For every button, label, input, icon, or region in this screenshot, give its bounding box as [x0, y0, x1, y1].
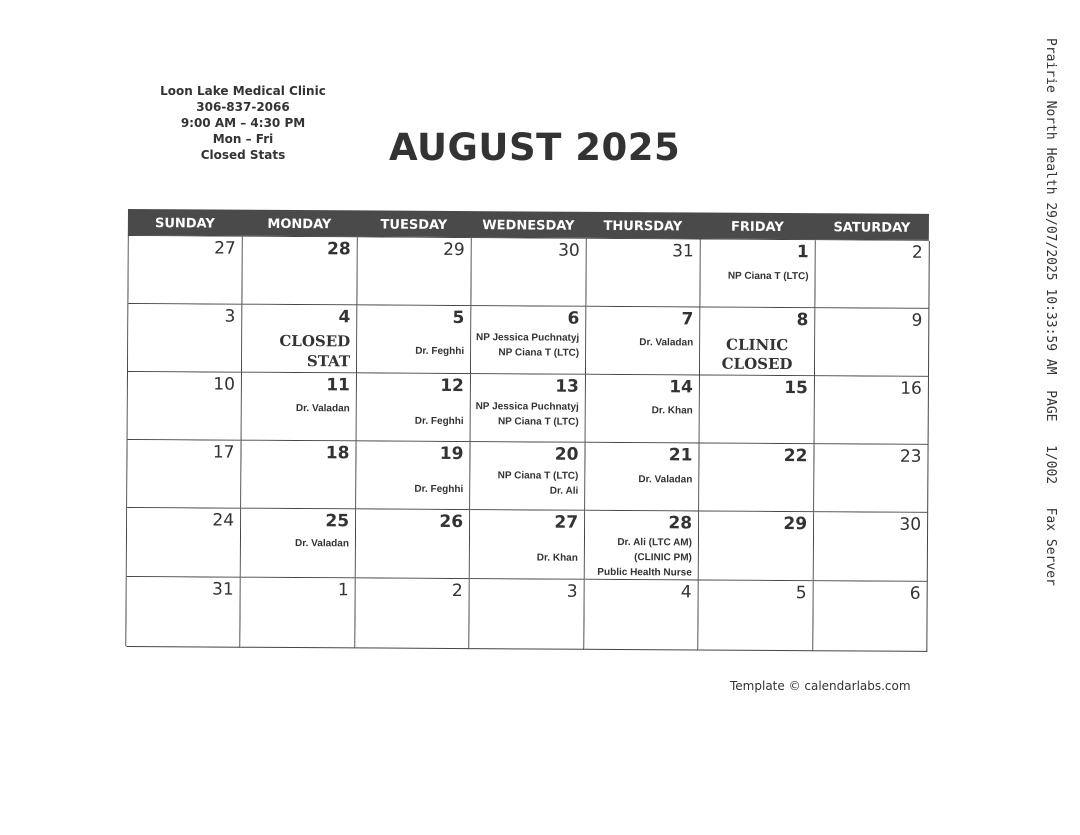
day-cell — [471, 306, 586, 375]
fax-header: Prairie North Health 29/07/2025 10:33:59 AM PAGE 1/002 Fax Server — [1043, 38, 1058, 586]
day-number: 11 — [326, 375, 350, 396]
day-cell — [815, 376, 929, 445]
day-number: 23 — [899, 446, 922, 467]
day-cell — [241, 509, 356, 579]
day-cell — [128, 236, 242, 305]
schedule-note: Dr. Khan — [536, 552, 578, 564]
schedule-note: NP Ciana T (LTC) — [497, 416, 579, 428]
weekday-monday: MONDAY — [267, 216, 332, 233]
day-number: 10 — [213, 374, 235, 395]
day-cell — [815, 240, 929, 309]
day-number: 27 — [554, 512, 579, 533]
day-cell — [585, 443, 699, 512]
day-cell — [471, 238, 586, 307]
day-cell — [586, 375, 700, 444]
clinic-closed-note: CLINIC — [726, 335, 789, 355]
clinic-closed-note: CLOSED — [721, 354, 793, 374]
day-number: 28 — [668, 513, 693, 534]
day-number: 16 — [900, 378, 922, 399]
day-number: 29 — [783, 514, 808, 535]
template-credit: Template © calendarlabs.com — [730, 679, 911, 693]
schedule-note: Dr. Valadan — [638, 474, 693, 486]
day-cell — [813, 581, 927, 652]
day-number: 14 — [669, 377, 693, 398]
day-number: 29 — [443, 239, 465, 261]
day-number: 9 — [911, 310, 923, 331]
day-number: 2 — [451, 580, 463, 602]
day-number: 30 — [899, 514, 922, 535]
schedule-note: Dr. Ali — [549, 485, 579, 497]
schedule-note: NP Jessica Puchnatyj — [475, 401, 579, 413]
day-number: 1 — [337, 580, 349, 601]
schedule-note: Dr. Feghhi — [415, 345, 465, 358]
day-number: 30 — [558, 240, 580, 261]
day-cell — [815, 308, 929, 377]
day-number: 24 — [212, 510, 235, 531]
day-cell — [127, 440, 241, 509]
day-cell — [357, 373, 471, 442]
day-cell — [586, 239, 700, 308]
day-number: 18 — [325, 443, 350, 464]
day-cell — [242, 237, 357, 306]
schedule-note: Dr. Feghhi — [414, 483, 464, 496]
schedule-note: Dr. Valadan — [295, 403, 350, 415]
clinic-info — [150, 83, 336, 163]
day-number: 1 — [796, 242, 809, 263]
day-number: 17 — [212, 442, 235, 463]
day-cell — [128, 304, 242, 373]
day-cell — [240, 578, 355, 649]
clinic-phone: 306-837-2066 — [196, 100, 290, 114]
schedule-note: NP Jessica Puchnatyj — [475, 332, 580, 344]
day-number: 5 — [452, 307, 465, 329]
day-number: 8 — [796, 310, 809, 331]
day-number: 25 — [325, 511, 350, 532]
day-cell — [700, 307, 815, 376]
day-number: 31 — [211, 579, 234, 600]
weekday-saturday: SATURDAY — [833, 220, 911, 236]
weekday-friday: FRIDAY — [730, 219, 784, 236]
day-number: 3 — [224, 306, 236, 327]
weekday-wednesday: WEDNESDAY — [482, 218, 575, 234]
schedule-note: NP Ciana T (LTC) — [497, 470, 579, 482]
day-cell — [241, 441, 356, 510]
day-cell — [698, 580, 813, 651]
weekday-thursday: THURSDAY — [603, 218, 683, 235]
weekday-tuesday: TUESDAY — [380, 217, 448, 233]
day-cell — [699, 511, 814, 581]
day-number: 4 — [338, 307, 351, 328]
calendar-grid — [125, 235, 928, 651]
day-number: 15 — [784, 378, 808, 399]
day-cell — [355, 578, 469, 649]
day-cell — [584, 580, 698, 651]
day-number: 28 — [327, 239, 351, 260]
day-cell — [242, 373, 357, 442]
day-cell — [700, 239, 815, 308]
calendar — [125, 209, 929, 652]
clinic-days: Mon – Fri — [212, 132, 274, 146]
day-cell — [470, 510, 585, 580]
schedule-note: NP Ciana T (LTC) — [498, 347, 580, 359]
clinic-hours: 9:00 AM – 4:30 PM — [180, 116, 306, 130]
day-cell — [814, 444, 928, 513]
schedule-note: Dr. Ali (LTC AM) — [617, 536, 693, 549]
day-cell — [469, 579, 584, 650]
schedule-note: Public Health Nurse — [597, 566, 692, 579]
day-number: 26 — [439, 511, 464, 533]
weekday-sunday: SUNDAY — [154, 216, 215, 232]
schedule-note: Dr. Valadan — [639, 337, 694, 349]
day-number: 31 — [672, 241, 694, 262]
day-cell — [356, 509, 470, 579]
clinic-stat-note: Closed Stats — [200, 148, 286, 162]
day-number: 6 — [567, 308, 580, 329]
month-title: AUGUST 2025 — [389, 126, 681, 169]
day-cell — [586, 307, 700, 376]
clinic-name: Loon Lake Medical Clinic — [160, 84, 326, 98]
day-cell — [356, 441, 470, 510]
day-cell — [127, 508, 241, 578]
day-number: 3 — [566, 581, 578, 602]
day-cell — [814, 512, 928, 582]
day-cell — [471, 374, 586, 443]
schedule-note: Dr. Feghhi — [414, 415, 464, 428]
day-number: 4 — [680, 582, 692, 603]
day-cell — [357, 305, 471, 374]
day-number: 21 — [668, 445, 693, 466]
day-number: 5 — [795, 583, 807, 604]
day-cell — [699, 443, 814, 512]
day-cell — [700, 375, 815, 444]
day-cell — [126, 577, 240, 648]
day-cell — [585, 511, 699, 581]
day-number: 19 — [439, 443, 464, 465]
day-number: 6 — [909, 583, 921, 604]
day-number: 7 — [681, 309, 694, 330]
closed-stat-note: CLOSED — [279, 331, 351, 351]
day-number: 2 — [911, 242, 923, 263]
schedule-note: Dr. Valadan — [295, 538, 349, 550]
day-cell — [357, 237, 471, 306]
day-number: 22 — [783, 446, 808, 467]
day-cell — [242, 305, 357, 374]
schedule-note: NP Ciana T (LTC) — [727, 270, 809, 283]
schedule-note: (CLINIC PM) — [634, 552, 692, 564]
day-cell — [128, 372, 242, 441]
day-number: 27 — [214, 238, 236, 259]
schedule-note: Dr. Khan — [651, 405, 693, 417]
day-number: 12 — [440, 375, 464, 397]
day-number: 20 — [554, 444, 579, 465]
day-number: 13 — [555, 376, 579, 397]
closed-stat-note: STAT — [306, 352, 351, 371]
day-cell — [470, 442, 585, 511]
